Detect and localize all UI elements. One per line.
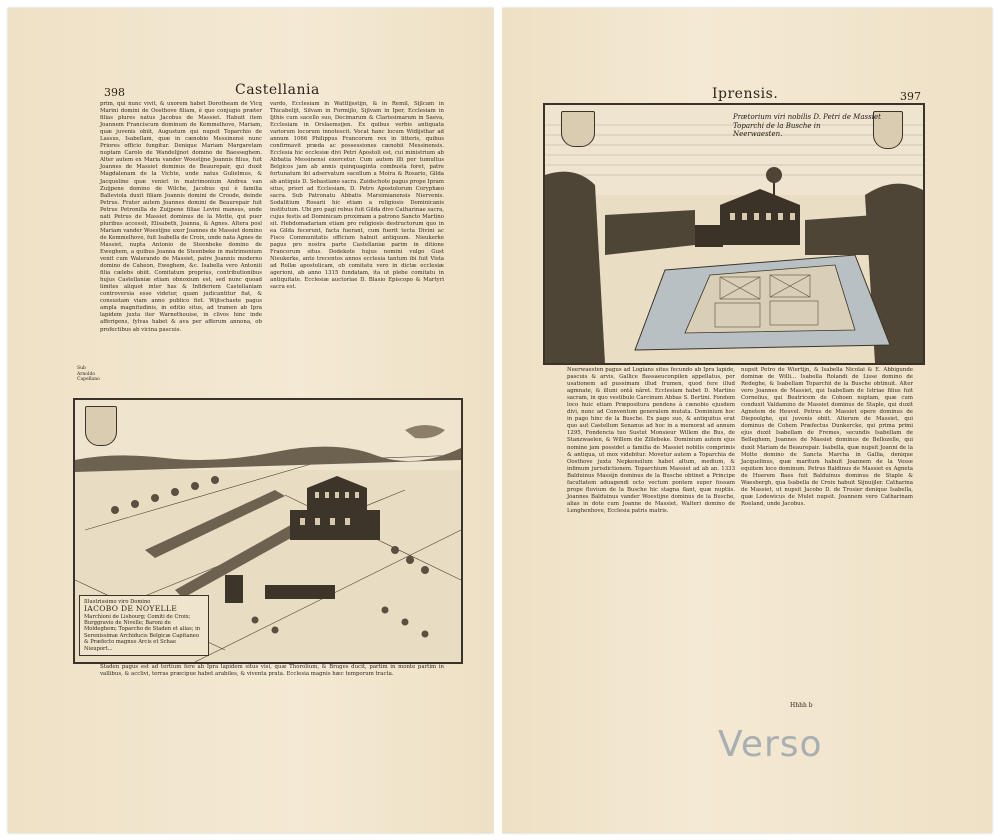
right-column-2: nupsit Petro de Wiertijn, & Isabella Nicolai & E. Abbigunde dominæ de Willi... Isabella Rolandi de Lisse domino de Redeghe, & Isabellam Toparchii de la Busche obtinuit. Alter vero Joannes de Massiet, qui Isabellam de Istriae filius fuit Cornelius, qui Beatricem de Cohoen nuptam, quæ cum conduxit Valdamino de Massiet dominus de Staple, qui duxit Agnetem de Heuvel. Petrus de Massiet opere dominus de Diepoolghe, qui juvenis obiit. Alterum de Massiet, qui dominus de Cohem Præfectus Dunkercke, qui prima primi ejus duxit Isabellam de Fremes, secundis Isabellam de Belleghem, Joannes de Massiet dominus de Bellozelle, qui duxit Mariam de Beaurepair. Isabella, quæ nupsit Joanni de la Motte domino de Sancta Marcha in Gallia, denique Jacquelinus, quæ maritum habuit Joannem de la Vesse equitem loco dominum. Petrus Baldinus de Massiet ex Agneta de Huerem Baes fuit Balduinus dominus de Staple & Waesbergh, qua Isabella de Croix habuit Sijnuijler. Catharina de Massiet, ut nupsit Jacobo D. de Trosier denique Isabella, quæ Lodewicus de Mulet nupsit. Joannem vero Catharinam Roeland, unde Jacobus.: [741, 367, 913, 507]
right-page-number: 397: [900, 90, 921, 103]
plate-title-line-3: Neerwaesten.: [733, 130, 783, 138]
plate-title-line-1: Prætorium viri nobilis D. Petri de Massiet: [733, 113, 881, 121]
left-engraving-plate: [73, 398, 463, 664]
verso-watermark: Verso: [718, 724, 823, 765]
coat-of-arms-left: [85, 406, 117, 446]
left-plate-caption: [79, 595, 209, 656]
right-running-title: Iprensis.: [712, 86, 779, 102]
right-engraving-plate: [543, 103, 925, 365]
signature-mark: Hhhh b: [790, 702, 813, 709]
plate-title-line-2: Toparchi de la Busche in: [733, 121, 821, 130]
coat-of-arms-right-1: [561, 111, 595, 147]
left-bottom-text: Staden pagus est ad tertium fere ab Ipra lapidem situs visi, quæ Thorolium, & Bruges ducit, partim in monte partim in vallibus, & acclivi, terras præcipue habet arabiles, & viventa prata. Ecclesia magnis hæc temporum tracta.: [100, 664, 444, 678]
left-page-number: 398: [104, 86, 125, 99]
gutter: [494, 0, 502, 840]
left-running-title: Castellania: [235, 82, 320, 98]
left-column-2: vardo, Ecclesiam in Wattlijsstijn, & in Remil, Sijlcam in Thicabelijt, Silvam in Formijlo, Sijlvam in Iper, Ecclesiam in Ijthis cum sacello suo, Decimarum & Clarissimarum in Saeva, Ecclesiam in Orslaemsijen. Ex quibus verbis antiquata variorum locorum innotescit. Vocat hanc locum Widijsthar ad annum 1066 Philippus Francorum rex in litteris, quibus confirmavit præda ac possessiones cænobii Messinensis. Ecclesia hic ecclesiæ divi Petri Apostoli est, cui ministrium ab Abbatia Messinensi exercetur. Cum autem illi per tumultus Belgicos jam ab annis quinquaginta combusta foret, patre fortunatum ibi adservatum sacellum a Moira & Rosario, Gilda ab antiquis D. Sebastiano sacra. Zuidschote pagus prope Ipram situs, priori ad Ecclesiam, D. Petro Apostolorum Coryphæo sacra. Sub Patronatu Abbatis Marsimianensis Niervenis. Sodalitium Rosarii hic etiam a religiosis Dominicanis institutum. Ubi pro pagi rebus fuit Gilda divo Catharinae sacra, cujus festis ad Dominicam proximam a patrono Sancto Martino sit. Hebdomadariam etiam pro religiosis destructorum quo in ea Gilda fecerunt, facta fuerant, cum fuerit tecta Divini ac Fisco Communitatis officium habuit antiquum. Nieukerke pagus pro nostra parte Castellaniæ parim in ditione Francorum situs. Dodekote hujus nomini vulgo Gust Nieukerke, ante trecentos annos ecclesia tantum ibi fuit Vista ad Rollæ apostolicam, ob comitatu vero in dictæ ecclesiæ agerioni, ab anno 1315 fundatam, ita ut plebe comitatu in antiquitate. Ecclesiæ auctoriae D. Blasio Episcopo & Martyri sacra est.: [270, 101, 444, 291]
caption-dedication: Illustrissimo viro Domino: [84, 598, 151, 605]
right-plate-title: [733, 113, 881, 139]
right-column-1: Neerwaesten pagus ad Logians situs fecundo ab Ipra lapide, pascuis & arvis, Gallice Bassaeuconpilen appellatus, per usationem ad pussimam illud frumen, quod fere illud agmnate, & illuni ontâ nâret. Ecclesiam habet D. Martino sacram, in quo vestibulo Carcinum Abbas S. Bertini. Fondem loco huic etiam Præpositura pendens à cænobio ejusdem divi, nunc ad Conventum generalem mutata. Dominium hoc in pago hinc de la Busche. Ex pago suo, & antiquitus erat quo aut Castellum Senanus ad hoc in a memorat ad annum 1295, Fondencia tuo Sustut Monsieur Willem die Bus, de Stanzwaelen, & Willem die Zillebeke. Dominium autem ejus nomine jam possidet a familia de Massiet nobilis comprimis & antiqua, ut mox videbitur. Movetur autem a Toparchia de Oosthove juxta Nepkeneilum habet altum, medium, & infimum jurisdictionem. Toparchium Massiet ad ab an. 1333 Balduinus Massijn dominus de la Busche obtinet a Principe facultatem aduagendi octo vectum pontem super fossam prope fluvium de la Busche hic stagna flant, quæ nuptiis. Joannes Balduinus vander Woestijne dominus de la Busche, alias in dote cum Joanne de Massiet, Walteri domino de Lenghenhove, Ecclesia patris matris.: [567, 367, 735, 514]
left-sidenote: Sub Arnoldo Capellano: [77, 366, 100, 382]
manor-garden-engraving: [545, 105, 923, 363]
caption-text: Marchioni de Lisbourg; Comiti de Croix; Burggravio de Nivelle; Baroni de Moldeghem; Toparcho de Staden et alias; in Serenissimæ Archiducis Belgicæ Capitaneo & Præfecto magnus Arcis et Schae Nieuport...: [84, 613, 201, 652]
caption-name: IACOBO DE NOYELLE: [84, 603, 178, 613]
left-column-1: prim, qui nunc vivit, & uxorem habet Dorotheam de Vicq Marini domini de Oosthove filiam, è quo conjugio præter filias plures natus Jacobus de Massiet. Habuit item Joannem Franciscum dominum de Kemmelhove, Mariam, quæ juvenis obiit, Augustum qui nupsit Toparchio de Lassus, Isabellam, quæ in cænobio Messinensi nunc Priores officio fungitur. Denique Mariam Margaretam nuptam Carolo de Wandelijnot domino de Baesseghem. Alter autem ex Maria vander Woestijne Joannis filius, fuit Joannes de Massiet dominus de Beaurepair, qui duxit Magdalenam de la Vichte, unde natus Gulielmus, & Jacqueline quæ veniet in matrimonium Andrea van Zuijpene domino de Wilche, Jacobus qui è familia Balleviola duxit filiam Joannis domini de Croode, deinde Petrus. Frater autem Joannes domini de Beaurepair fuit Petrus Petronilla de Zuijpene filiae Levini mansus, unde nati Petrus de Massiet dominus de la Motte, qui puer pluribus accessit, Elisabeth, Joanna, & Agnes. Altera posl Mariam vander Woestijne uxor Joannes de Massiet domino de Kemmelhove, fuit Isabella de Croix, unde nata Agnes de Massiet, nupta Antonio de Steenbeke domino de Eweghem, a quibus Joanna de Steenbeke in matrimonium venit cum Walerando de Massiet, patre Joannis moderno domino de Caheon, Eweghem, &c. Isabella vero Antoniii filia cælebs obiit. Comitatum proprius, contributionibus hujus Castellaniæ etiam obnoxium est, sed nunc quoad limites aliquot inter has & Infideriem Castellaniam controversia esse videtur, quam judicantitur fiat, & consustam viam anno publico fiet. Wijtschaete pagus ampla magnitudinis, in editio situs, ad tramen ab Ipra lapidem juxta iter Warnethouise, in clivos hinc inde afferigens, fylvas habet & ava per afferum annona, ob profectibus ab vicina pascuis.: [100, 101, 262, 333]
